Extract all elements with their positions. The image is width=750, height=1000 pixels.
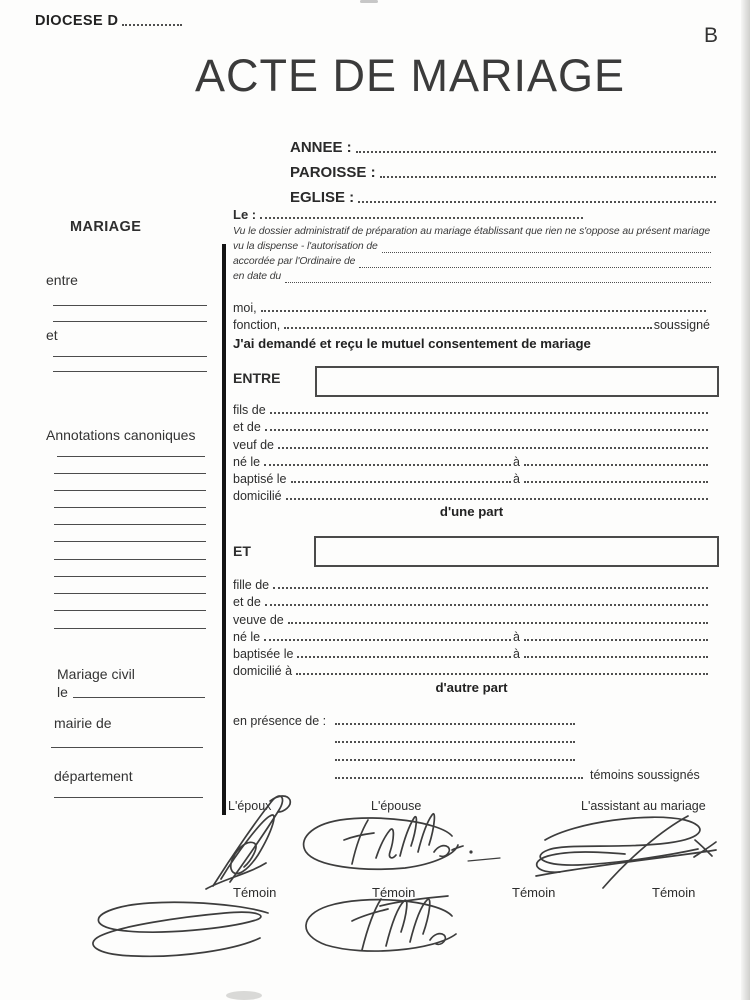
field-label: domicilié à — [233, 664, 293, 679]
field-label: baptisé le — [233, 471, 287, 486]
dotted-line — [284, 327, 651, 329]
signature-assistant — [536, 816, 716, 888]
annee-label: ANNEE : — [290, 139, 352, 156]
bride-name-box — [314, 536, 719, 567]
presence-row — [233, 764, 710, 782]
presence-row — [233, 746, 710, 764]
le-label: Le : — [233, 207, 257, 222]
et-label: ET — [233, 543, 251, 559]
field-row — [233, 627, 710, 644]
mariage-civil-label: Mariage civil — [57, 666, 135, 682]
date-half — [233, 630, 513, 644]
paroisse-label: PAROISSE : — [290, 164, 376, 181]
temoin-label-4: Témoin — [652, 885, 696, 900]
page-title: ACTE DE MARIAGE — [194, 50, 626, 101]
diocese-label: DIOCESE D — [35, 13, 119, 29]
field-row — [233, 575, 710, 592]
annotations-label: Annotations canoniques — [46, 427, 196, 443]
epoux-label: L'époux — [228, 799, 272, 813]
field-row — [233, 609, 710, 626]
dispense-field — [233, 240, 713, 255]
field-label: et de — [233, 420, 261, 435]
fonction-label: fonction, — [233, 318, 281, 332]
field-label: né le — [233, 454, 261, 469]
dotted-line — [278, 447, 708, 449]
field-label: veuve de — [233, 612, 284, 627]
signature-epouse — [304, 814, 500, 869]
dotted-line — [335, 759, 575, 761]
dotted-line — [273, 587, 708, 589]
date-half — [233, 472, 513, 486]
a-label: à — [513, 629, 520, 644]
mariage-civil-date-field — [57, 684, 205, 700]
diocese-field — [35, 13, 165, 29]
dautre-part-label: d'autre part — [435, 680, 508, 695]
groom-name-box — [315, 366, 719, 397]
en-date-label: en date du — [233, 270, 282, 282]
dotted-line — [288, 622, 708, 624]
rule-line — [54, 576, 206, 577]
paroisse-field — [290, 156, 718, 181]
le-label: le — [57, 684, 68, 700]
rule-line — [54, 593, 206, 594]
mairie-label: mairie de — [54, 715, 112, 731]
celebrant-name-field — [233, 301, 708, 315]
dotted-line — [261, 310, 706, 312]
scan-artifact — [226, 991, 262, 1000]
annee-field — [290, 131, 718, 156]
temoins-soussignes-label: témoins soussignés — [590, 768, 700, 782]
field-label: fils de — [233, 403, 266, 418]
signature-temoin-2 — [306, 896, 456, 951]
page-letter-b: B — [704, 24, 719, 47]
dotted-line — [335, 741, 575, 743]
dotted-line — [285, 282, 711, 283]
field-row — [233, 486, 710, 503]
dotted-line — [270, 412, 708, 414]
field-label: veuf de — [233, 437, 275, 452]
temoin-label-1: Témoin — [233, 885, 277, 900]
entre-label: ENTRE — [233, 370, 281, 386]
rule-line — [53, 371, 207, 372]
rule-line — [54, 628, 206, 629]
dotted-line — [335, 723, 575, 725]
field-label: domicilié — [233, 489, 282, 504]
vertical-divider — [222, 244, 226, 815]
dotted-line — [524, 656, 708, 658]
presence-label: en présence de : — [233, 714, 327, 728]
field-label: baptisée le — [233, 646, 294, 661]
date-half — [233, 647, 513, 661]
rule-line — [54, 490, 206, 491]
rule-line — [57, 456, 205, 457]
date-half — [233, 455, 513, 469]
date-field — [233, 207, 585, 222]
sidebar-title: MARIAGE — [70, 219, 142, 235]
field-row — [233, 469, 710, 486]
dotted-line — [382, 252, 711, 253]
signature-temoin-1 — [93, 902, 268, 956]
sidebar-et-label: et — [46, 327, 58, 343]
scan-artifact — [360, 0, 378, 3]
rule-line — [54, 559, 206, 560]
dotted-line — [122, 24, 182, 26]
field-row — [233, 434, 710, 451]
field-row — [233, 417, 710, 434]
rule-line — [54, 524, 206, 525]
consent-statement: J'ai demandé et reçu le mutuel consentement de mariage — [233, 336, 591, 351]
dotted-line — [264, 464, 511, 466]
field-label: né le — [233, 629, 261, 644]
rule-line — [53, 321, 207, 322]
eglise-field — [290, 181, 718, 206]
field-row — [233, 452, 710, 469]
moi-label: moi, — [233, 301, 257, 315]
rule-line — [51, 747, 203, 748]
dotted-line — [524, 639, 708, 641]
assistant-label: L'assistant au mariage — [581, 799, 706, 813]
rule-line — [54, 797, 203, 798]
rule-line — [54, 507, 206, 508]
temoin-label-3: Témoin — [512, 885, 556, 900]
rule-line — [54, 610, 206, 611]
field-label: fille de — [233, 578, 270, 593]
ordinaire-label: accordée par l'Ordinaire de — [233, 255, 356, 267]
field-row — [233, 661, 710, 678]
rule-line — [73, 697, 205, 698]
registry-header-fields — [290, 131, 718, 206]
presence-row — [233, 710, 710, 728]
dotted-line — [291, 481, 511, 483]
dotted-line — [265, 429, 708, 431]
temoin-label-2: Témoin — [372, 885, 416, 900]
eglise-label: EGLISE : — [290, 189, 355, 206]
dotted-line — [524, 464, 708, 466]
sidebar-entre-label: entre — [46, 272, 78, 288]
dotted-line — [524, 481, 708, 483]
soussigne-label: soussigné — [653, 318, 710, 332]
dotted-line — [286, 498, 708, 500]
dotted-line — [260, 217, 583, 219]
epouse-label: L'épouse — [371, 799, 422, 813]
a-label: à — [513, 646, 520, 661]
dotted-line — [264, 639, 511, 641]
dotted-line — [356, 151, 716, 153]
ordinaire-field — [233, 255, 713, 270]
dispense-label: vu la dispense - l'autorisation de — [233, 240, 378, 252]
rule-line — [53, 305, 207, 306]
bride-details — [233, 575, 710, 678]
a-label: à — [513, 471, 520, 486]
field-row — [233, 400, 710, 417]
dune-part-label: d'une part — [439, 504, 504, 519]
rule-line — [54, 473, 206, 474]
groom-details — [233, 400, 710, 503]
en-date-field — [233, 270, 713, 285]
celebrant-function-field — [233, 318, 710, 332]
field-row — [233, 644, 710, 661]
departement-label: département — [54, 768, 133, 784]
scan-edge-shadow — [741, 0, 750, 1000]
witnesses-section — [233, 710, 710, 782]
field-label: et de — [233, 595, 261, 610]
preamble-line: Vu le dossier administratif de préparation au mariage établissant que rien ne s'oppose au présent mariage — [233, 226, 711, 237]
dotted-line — [296, 673, 708, 675]
preamble — [233, 225, 713, 285]
dotted-line — [359, 267, 711, 268]
dotted-line — [335, 777, 583, 779]
dotted-line — [380, 176, 716, 178]
presence-row — [233, 728, 710, 746]
a-label: à — [513, 454, 520, 469]
dotted-line — [297, 656, 511, 658]
field-row — [233, 592, 710, 609]
dotted-line — [358, 201, 716, 203]
rule-line — [53, 356, 207, 357]
rule-line — [54, 541, 206, 542]
dotted-line — [265, 604, 708, 606]
